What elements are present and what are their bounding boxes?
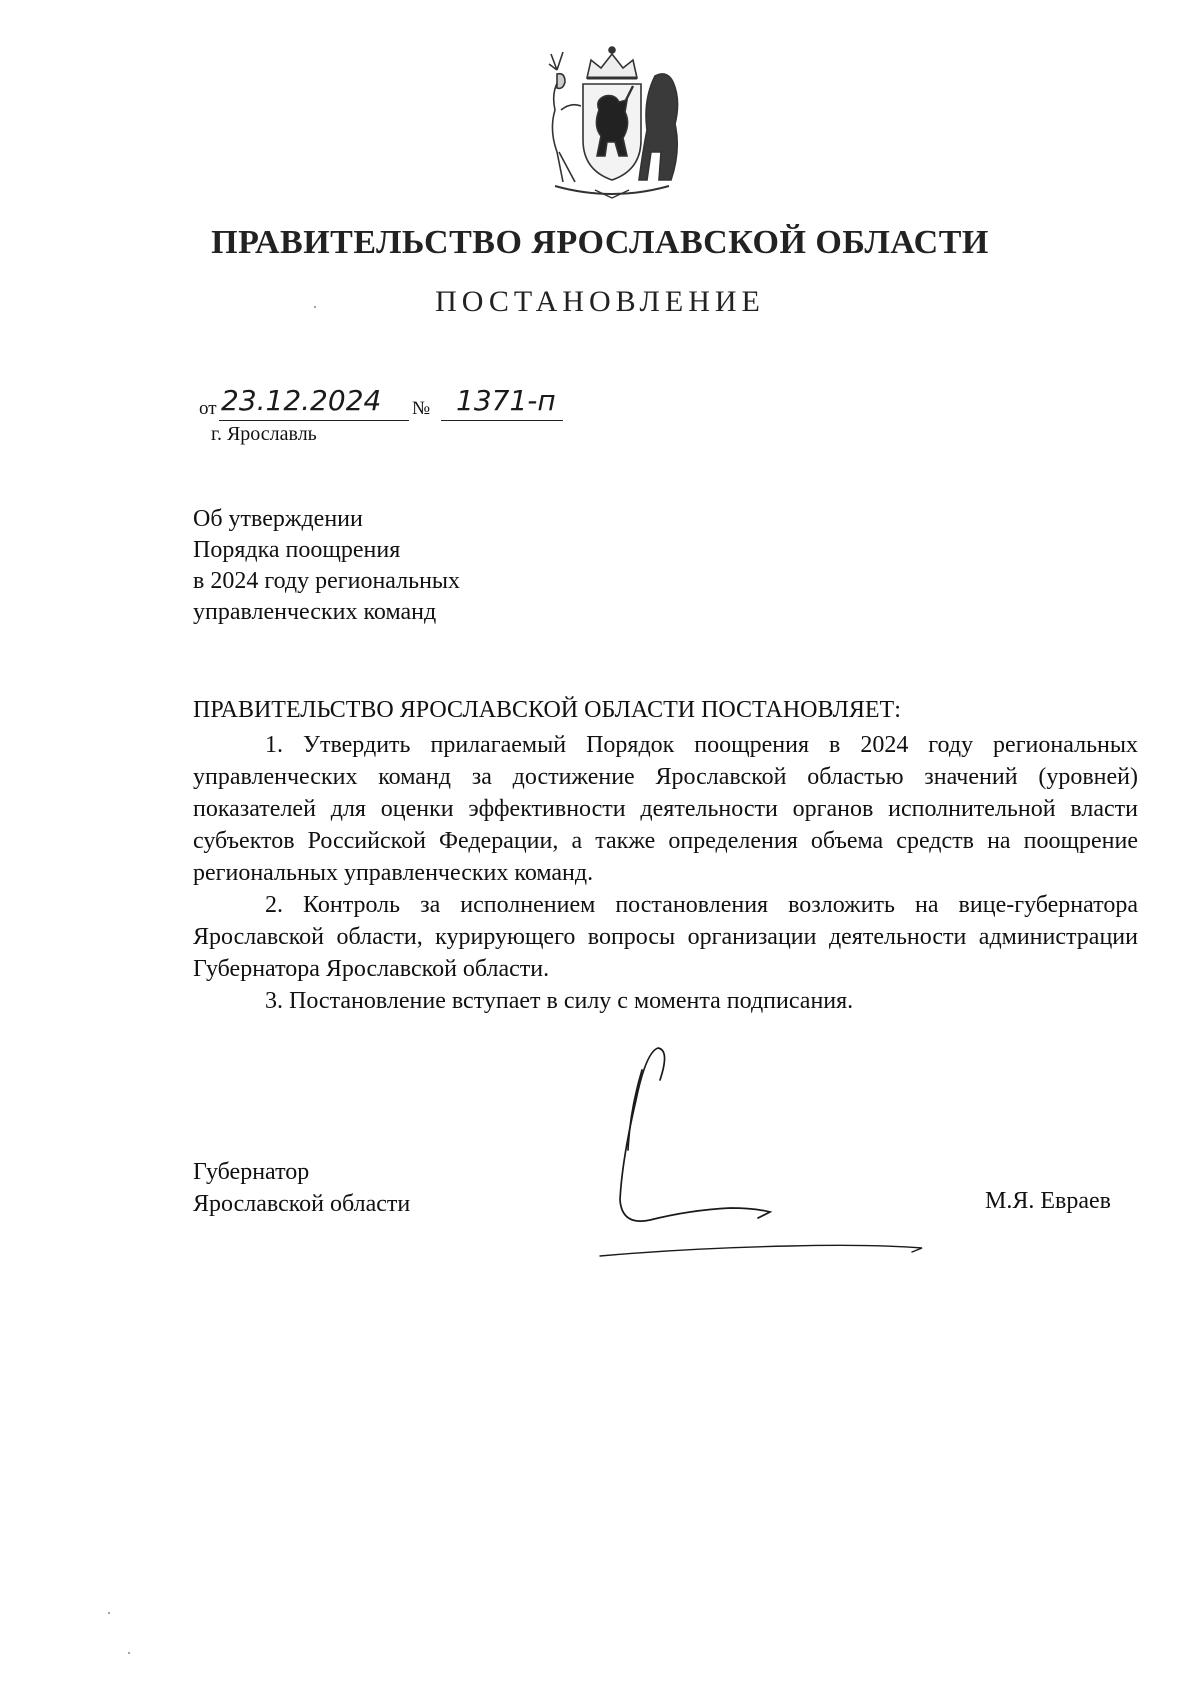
city-label: г. Ярославль	[211, 423, 317, 445]
decree-item-1: 1. Утвердить прилагаемый Порядок поощрения в 2024 году региональных управленческих команд за достижение Ярославской областью значений (уровней) показателей для оценки эффективности деятельности органов исполнительной власти субъектов Российской Федерации, а также определения объема средств на поощрение региональных управленческих команд.	[193, 732, 1138, 886]
date-prefix-label: от	[199, 398, 217, 419]
document-subject	[193, 504, 460, 628]
subject-line: Об утверждении	[193, 506, 363, 532]
signatory-position	[193, 1156, 410, 1220]
scan-speck	[128, 1652, 130, 1654]
coat-of-arms-icon	[535, 40, 690, 200]
signatory-name: М.Я. Евраев	[985, 1188, 1111, 1214]
handwritten-number: 1371-п	[456, 384, 556, 417]
organization-title: ПРАВИТЕЛЬСТВО ЯРОСЛАВСКОЙ ОБЛАСТИ	[211, 224, 989, 261]
number-underline	[441, 420, 563, 421]
document-type-title: ПОСТАНОВЛЕНИЕ	[435, 285, 765, 318]
scan-speck	[314, 306, 316, 308]
subject-line: управленческих команд	[193, 599, 437, 625]
decree-items	[193, 729, 1138, 1017]
number-prefix-label: №	[412, 398, 431, 419]
handwritten-signature	[570, 1030, 1010, 1270]
scan-speck	[108, 1612, 110, 1614]
subject-line: в 2024 году региональных	[193, 568, 461, 594]
decree-item-3: 3. Постановление вступает в силу с момента подписания.	[265, 988, 854, 1014]
decree-item-2: 2. Контроль за исполнением постановления возложить на вице-губернатора Ярославской области, курирующего вопросы организации деятельности администрации Губернатора Ярославской области.	[193, 892, 1138, 982]
preamble: ПРАВИТЕЛЬСТВО ЯРОСЛАВСКОЙ ОБЛАСТИ ПОСТАНОВЛЯЕТ:	[193, 697, 901, 723]
subject-line: Порядка поощрения	[193, 537, 401, 563]
signatory-position-line: Ярославской области	[193, 1191, 411, 1217]
handwritten-date: 23.12.2024	[221, 384, 382, 417]
signatory-position-line: Губернатор	[193, 1159, 310, 1185]
date-underline	[219, 420, 409, 421]
